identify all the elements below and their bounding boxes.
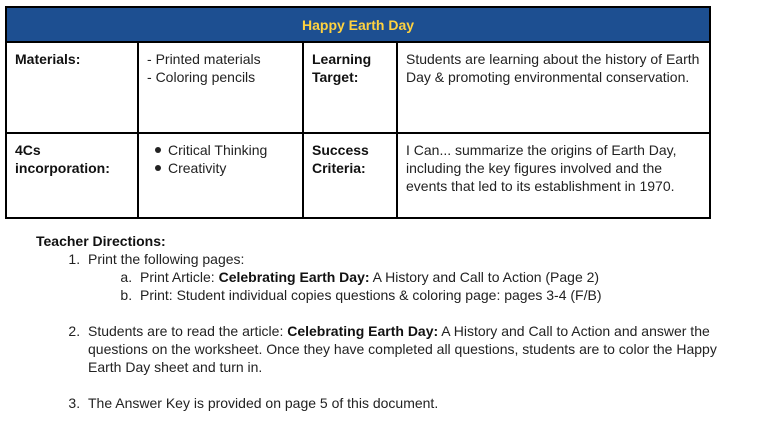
- fourcs-cell: [138, 133, 303, 218]
- step-3: 3. The Answer Key is provided on page 5 of this document.: [84, 394, 736, 412]
- step-2-prefix: Students are to read the article:: [88, 323, 288, 339]
- step-1-text: Print the following pages:: [88, 251, 245, 267]
- fourcs-item: Critical Thinking: [155, 141, 296, 159]
- success-criteria-label: Success Criteria:: [303, 133, 397, 218]
- table-title: Happy Earth Day: [6, 7, 710, 42]
- success-criteria-text: I Can... summarize the origins of Earth Day, including the key figures involved and the events that led to its establishment in 1970.: [397, 133, 710, 218]
- article-title-bold: Celebrating Earth Day:: [218, 269, 370, 285]
- article-title-bold: Celebrating Earth Day:: [287, 323, 439, 339]
- step-1-substeps: [88, 268, 736, 304]
- directions-steps: [36, 250, 736, 412]
- materials-list: [147, 50, 296, 86]
- fourcs-item: Creativity: [155, 159, 296, 177]
- learning-target-text: Students are learning about the history of Earth Day & promoting environmental conservation.: [397, 42, 710, 133]
- lesson-overview-table: [5, 6, 711, 219]
- teacher-directions: [36, 232, 736, 412]
- fourcs-label: 4Cs incorporation:: [6, 133, 138, 218]
- directions-heading: Teacher Directions:: [36, 233, 166, 249]
- materials-item: - Printed materials: [147, 50, 296, 68]
- fourcs-list: [147, 141, 296, 177]
- step-1a-prefix: Print Article:: [140, 269, 219, 285]
- step-1b: b. Print: Student individual copies questions & coloring page: pages 3-4 (F/B): [136, 286, 736, 304]
- materials-item: - Coloring pencils: [147, 68, 296, 86]
- step-1a-suffix: A History and Call to Action (Page 2): [369, 269, 600, 285]
- step-1a: [136, 268, 736, 286]
- materials-label: Materials:: [6, 42, 138, 133]
- learning-target-label: Learning Target:: [303, 42, 397, 133]
- step-1: [84, 250, 736, 304]
- materials-cell: [138, 42, 303, 133]
- step-2-suffix: A History and Call to Action and answer the questions on the worksheet. Once they have completed all questions, students are to color the Happy Earth Day sheet and turn in.: [88, 323, 717, 375]
- step-2: [84, 322, 736, 376]
